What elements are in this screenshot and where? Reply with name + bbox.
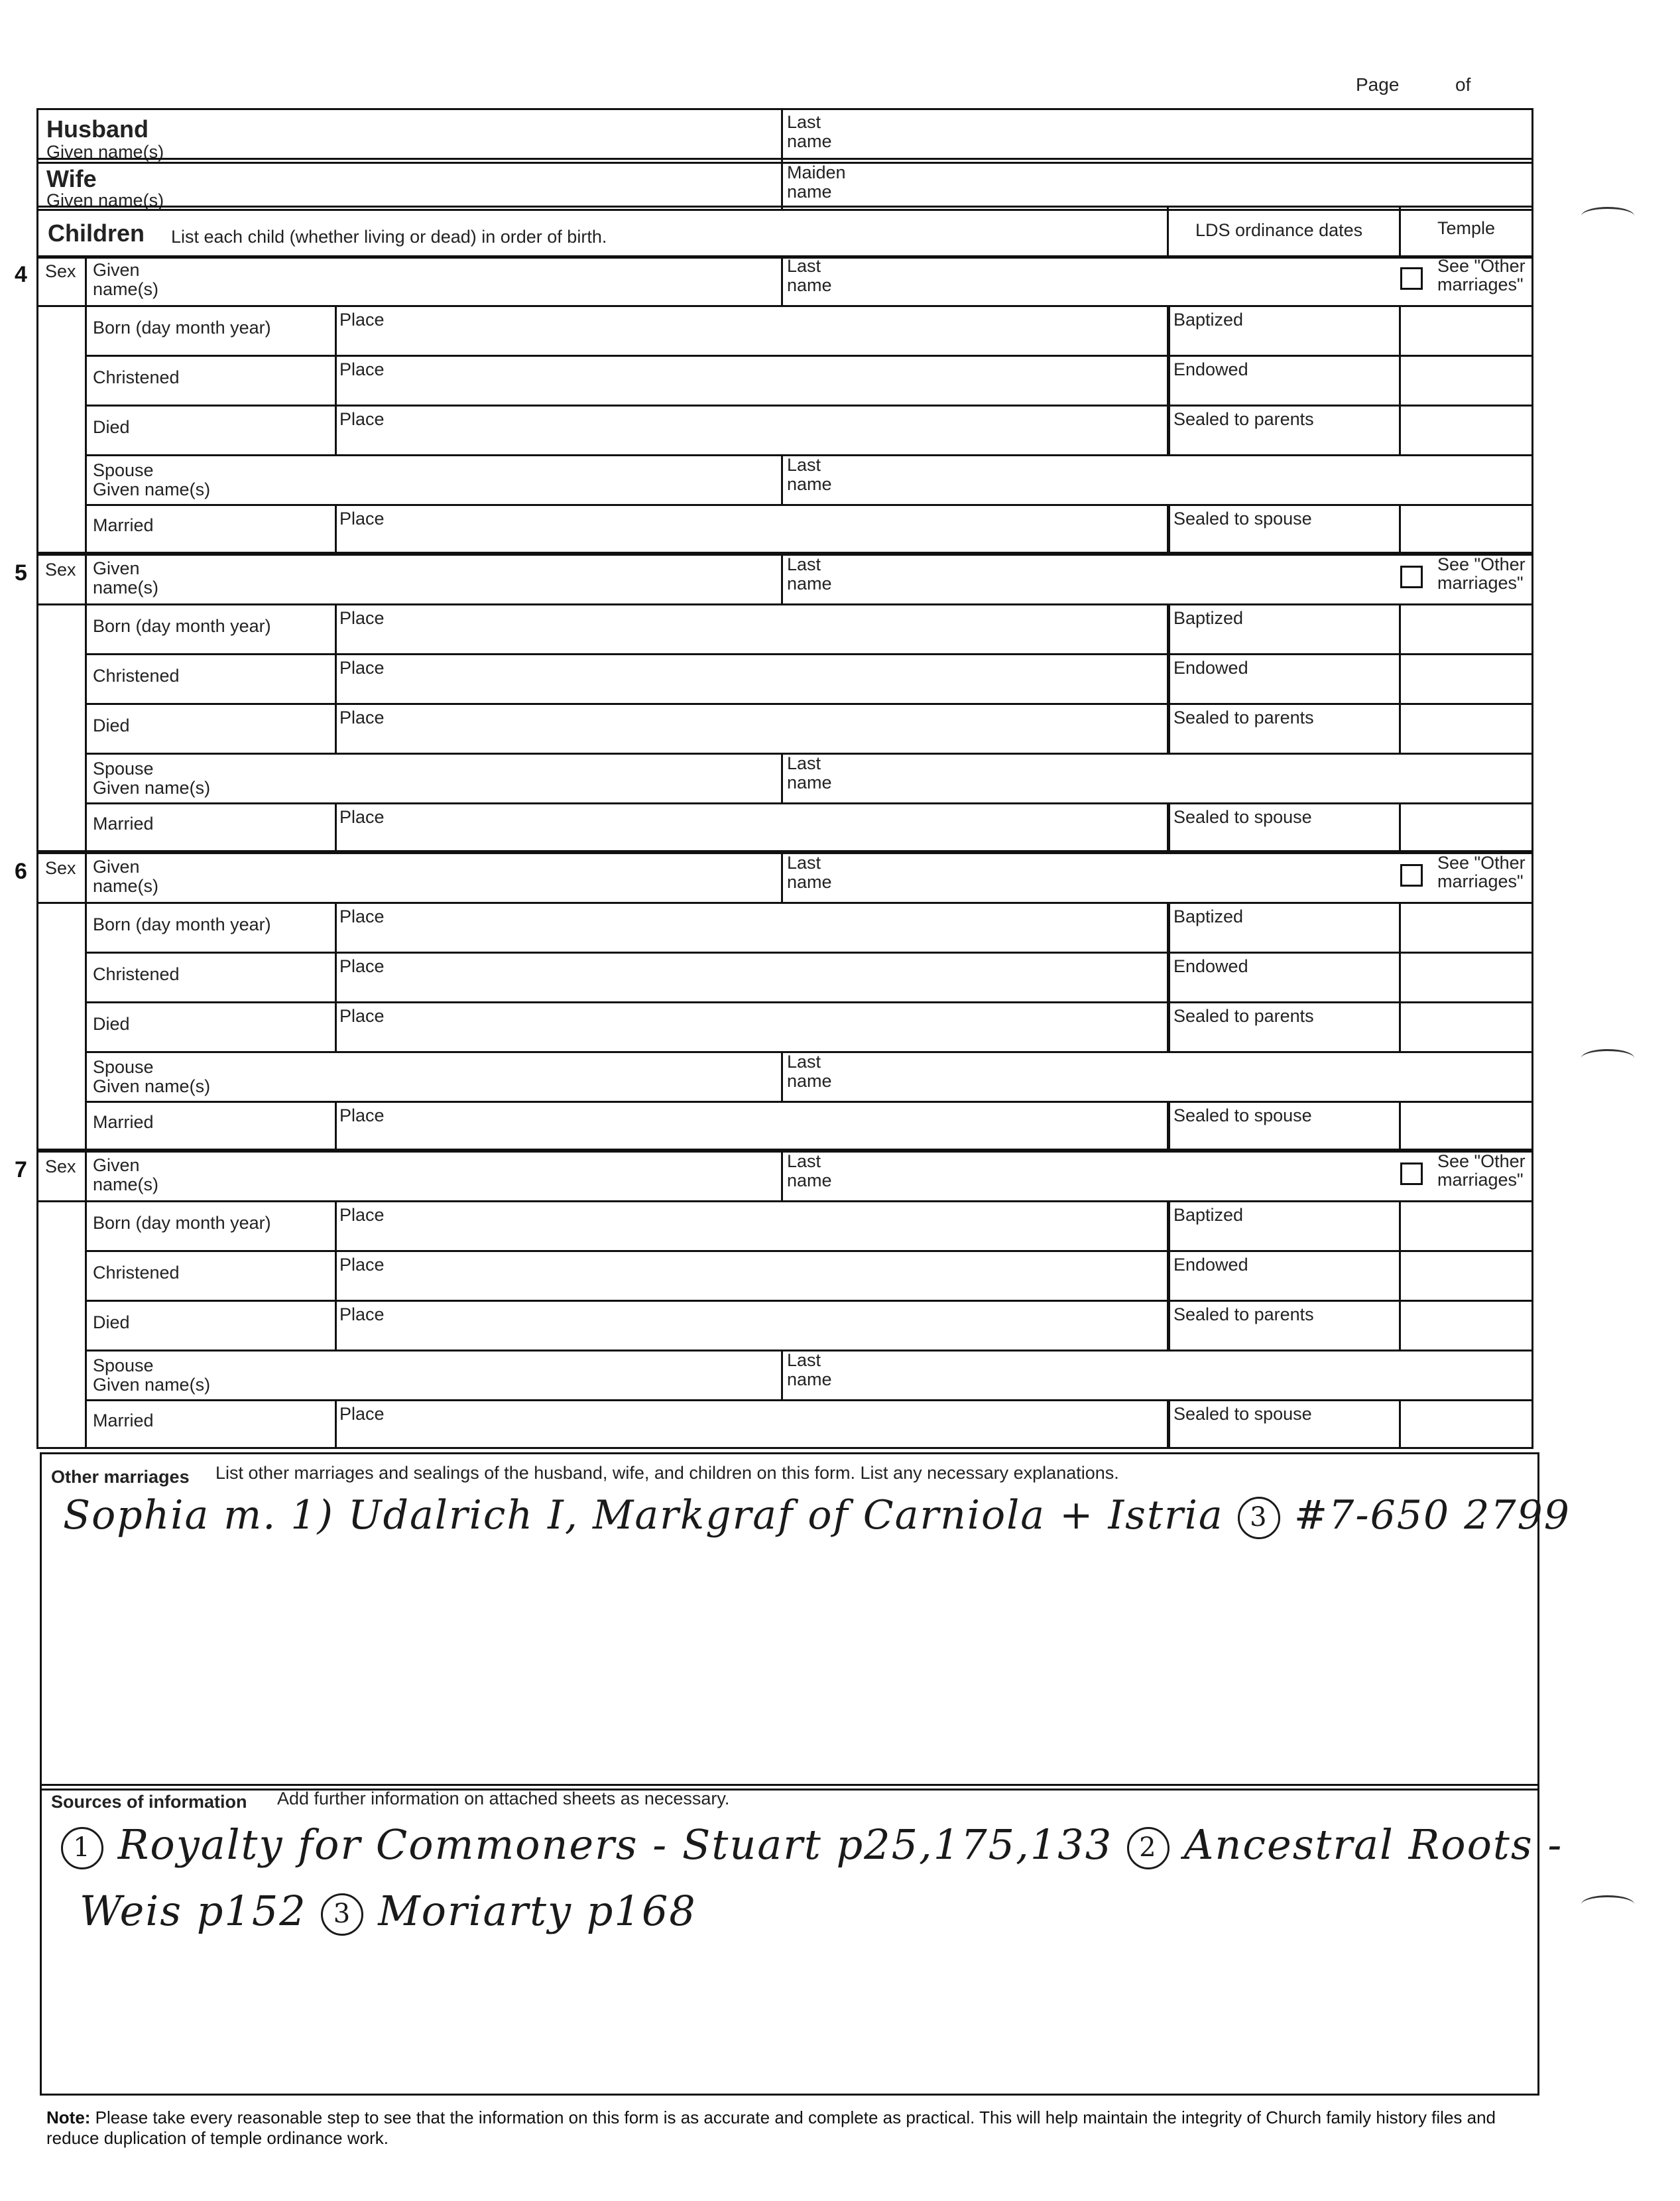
sealed-to-parents-label: Sealed to parents — [1173, 1304, 1314, 1324]
last-name-label: Last name — [787, 1151, 832, 1190]
note — [46, 2107, 1505, 2149]
married-label: Married — [93, 814, 154, 834]
children-title: Children — [48, 220, 145, 247]
other-marriages-handwritten: Sophia m. 1) Udalrich I, Markgraf of Carniola + Istria 3 #7-650 2799 — [63, 1492, 1571, 1539]
given-name-label: Given name(s) — [93, 558, 159, 597]
place-label: Place — [339, 956, 385, 976]
other-marriages-checkbox[interactable] — [1400, 864, 1423, 887]
spouse-label: Spouse Given name(s) — [93, 1057, 211, 1096]
husband-last-label: Last name — [787, 112, 832, 151]
child-number: 6 — [15, 859, 27, 884]
see-other-marriages-label: See "Other marriages" — [1437, 1151, 1526, 1190]
sources-instruction: Add further information on attached sheets as necessary. — [277, 1789, 730, 1808]
note-text: Please take every reasonable step to see that the information on this form is as accurate and complete as practical. This will help maintain the integrity of Church family history files and reduce duplication of temple ordinance work. — [46, 2107, 1496, 2148]
child-number: 5 — [15, 560, 27, 586]
wife-maiden-label: Maiden name — [787, 162, 846, 202]
baptized-label: Baptized — [1173, 608, 1244, 628]
place-label: Place — [339, 708, 385, 727]
baptized-label: Baptized — [1173, 907, 1244, 926]
endowed-label: Endowed — [1173, 956, 1248, 976]
wife-row[interactable] — [36, 158, 1533, 211]
sex-label: Sex — [45, 1157, 76, 1176]
died-label: Died — [93, 716, 130, 735]
christened-label: Christened — [93, 1263, 180, 1283]
married-label: Married — [93, 1411, 154, 1430]
sex-label: Sex — [45, 261, 76, 281]
born-label: Born (day month year) — [93, 318, 271, 338]
children-instruction: List each child (whether living or dead) in order of birth. — [171, 227, 607, 247]
sources-handwritten-line1: 1 Royalty for Commoners - Stuart p25,175,133 2 Ancestral Roots - — [61, 1820, 1563, 1869]
spouse-last-name-label: Last name — [787, 1052, 832, 1091]
born-label: Born (day month year) — [93, 1213, 271, 1233]
child-number: 4 — [15, 262, 27, 287]
circled-number: 1 — [61, 1827, 103, 1869]
see-other-marriages-label: See "Other marriages" — [1437, 853, 1526, 891]
place-label: Place — [339, 1404, 385, 1424]
place-label: Place — [339, 359, 385, 379]
last-name-label: Last name — [787, 256, 832, 295]
husband-given-label: Given name(s) — [46, 142, 164, 162]
other-marriages-checkbox[interactable] — [1400, 1163, 1423, 1185]
wife-title: Wife — [46, 165, 97, 192]
given-name-label: Given name(s) — [93, 857, 159, 896]
place-label: Place — [339, 1006, 385, 1026]
given-name-label: Given name(s) — [93, 260, 159, 299]
last-name-label: Last name — [787, 554, 832, 594]
page-label: Page — [1356, 74, 1400, 95]
other-marriages-checkbox[interactable] — [1400, 566, 1423, 588]
circled-number: 3 — [321, 1893, 363, 1936]
spouse-last-name-label: Last name — [787, 753, 832, 792]
place-label: Place — [339, 807, 385, 827]
husband-title: Husband — [46, 115, 149, 143]
sealed-to-parents-label: Sealed to parents — [1173, 708, 1314, 727]
child-number: 7 — [15, 1157, 27, 1182]
place-label: Place — [339, 1255, 385, 1275]
lds-dates-header: LDS ordinance dates — [1195, 220, 1363, 240]
place-label: Place — [339, 1205, 385, 1225]
hole-punch-mark — [1581, 207, 1634, 225]
spouse-last-name-label: Last name — [787, 455, 832, 494]
sources-handwritten-line2: Weis p152 3 Moriarty p168 — [80, 1887, 697, 1935]
christened-label: Christened — [93, 666, 180, 686]
born-label: Born (day month year) — [93, 914, 271, 934]
place-label: Place — [339, 409, 385, 429]
wife-given-label: Given name(s) — [46, 190, 164, 210]
spouse-label: Spouse Given name(s) — [93, 759, 211, 798]
place-label: Place — [339, 1304, 385, 1324]
given-name-label: Given name(s) — [93, 1155, 159, 1194]
died-label: Died — [93, 417, 130, 437]
place-label: Place — [339, 1105, 385, 1125]
place-label: Place — [339, 658, 385, 678]
circled-number: 2 — [1127, 1827, 1170, 1869]
spouse-label: Spouse Given name(s) — [93, 1355, 211, 1395]
sealed-to-spouse-label: Sealed to spouse — [1173, 1105, 1312, 1125]
endowed-label: Endowed — [1173, 359, 1248, 379]
circled-number: 3 — [1238, 1497, 1280, 1539]
other-marriages-title: Other marriages — [51, 1467, 190, 1487]
christened-label: Christened — [93, 367, 180, 387]
see-other-marriages-label: See "Other marriages" — [1437, 554, 1526, 593]
spouse-last-name-label: Last name — [787, 1350, 832, 1389]
husband-row[interactable] — [36, 108, 1533, 164]
place-label: Place — [339, 310, 385, 330]
died-label: Died — [93, 1312, 130, 1332]
sealed-to-parents-label: Sealed to parents — [1173, 1006, 1314, 1026]
of-label: of — [1455, 74, 1471, 95]
hole-punch-mark — [1581, 1049, 1634, 1067]
married-label: Married — [93, 515, 154, 535]
spouse-label: Spouse Given name(s) — [93, 460, 211, 499]
other-marriages-instruction: List other marriages and sealings of the husband, wife, and children on this form. List any necessary explanations. — [215, 1463, 1119, 1483]
baptized-label: Baptized — [1173, 310, 1244, 330]
temple-header: Temple — [1437, 218, 1496, 238]
baptized-label: Baptized — [1173, 1205, 1244, 1225]
place-label: Place — [339, 608, 385, 628]
see-other-marriages-label: See "Other marriages" — [1437, 256, 1526, 294]
christened-label: Christened — [93, 964, 180, 984]
sex-label: Sex — [45, 858, 76, 878]
place-label: Place — [339, 509, 385, 529]
hole-punch-mark — [1581, 1895, 1634, 1913]
sealed-to-spouse-label: Sealed to spouse — [1173, 807, 1312, 827]
sealed-to-parents-label: Sealed to parents — [1173, 409, 1314, 429]
sealed-to-spouse-label: Sealed to spouse — [1173, 1404, 1312, 1424]
place-label: Place — [339, 907, 385, 926]
endowed-label: Endowed — [1173, 658, 1248, 678]
other-marriages-checkbox[interactable] — [1400, 267, 1423, 290]
sex-label: Sex — [45, 560, 76, 580]
last-name-label: Last name — [787, 853, 832, 892]
sealed-to-spouse-label: Sealed to spouse — [1173, 509, 1312, 529]
born-label: Born (day month year) — [93, 616, 271, 636]
sources-title: Sources of information — [51, 1792, 247, 1812]
endowed-label: Endowed — [1173, 1255, 1248, 1275]
note-label: Note: — [46, 2107, 91, 2127]
died-label: Died — [93, 1014, 130, 1034]
married-label: Married — [93, 1112, 154, 1132]
